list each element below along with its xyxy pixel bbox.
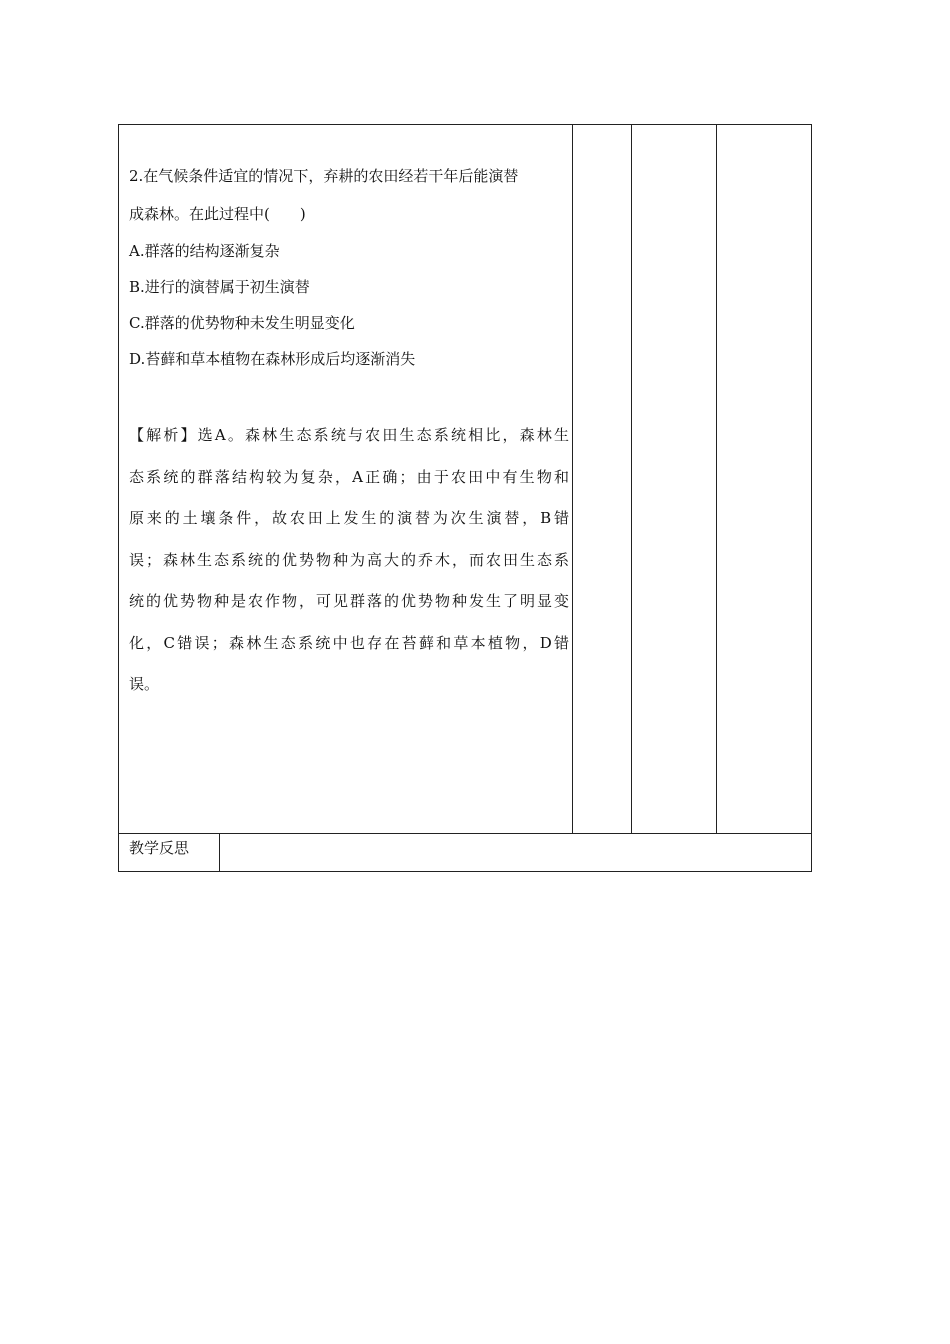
option-d: D.苔藓和草本植物在森林形成后均逐渐消失	[129, 350, 416, 368]
analysis-line: 态系统的群落结构较为复杂，A正确；由于农田中有生物和	[129, 467, 569, 486]
analysis-line: 误。	[129, 675, 160, 693]
analysis-line: 误；森林生态系统的优势物种为高大的乔木，而农田生态系	[129, 550, 569, 569]
lesson-table	[118, 124, 812, 872]
row-divider	[119, 833, 811, 834]
column-divider	[631, 125, 632, 833]
question-stem-line: 2.在气候条件适宜的情况下，弃耕的农田经若干年后能演替	[129, 167, 519, 185]
teaching-reflection-label: 教学反思	[129, 839, 190, 857]
analysis-line: 化，C错误；森林生态系统中也存在苔藓和草本植物，D错	[129, 633, 569, 652]
analysis-block	[129, 415, 569, 706]
analysis-line: 【解析】选A。森林生态系统与农田生态系统相比，森林生	[129, 426, 569, 444]
column-divider	[219, 833, 220, 871]
question-cell	[129, 157, 569, 706]
column-divider	[572, 125, 573, 833]
option-c: C.群落的优势物种未发生明显变化	[129, 314, 355, 332]
option-a: A.群落的结构逐渐复杂	[129, 242, 280, 260]
question-stem-line: 成森林。在此过程中( )	[129, 205, 306, 223]
analysis-line: 统的优势物种是农作物，可见群落的优势物种发生了明显变	[129, 592, 569, 610]
option-b: B.进行的演替属于初生演替	[129, 278, 310, 296]
analysis-line: 原来的土壤条件，故农田上发生的演替为次生演替，B错	[129, 509, 569, 527]
column-divider	[716, 125, 717, 833]
